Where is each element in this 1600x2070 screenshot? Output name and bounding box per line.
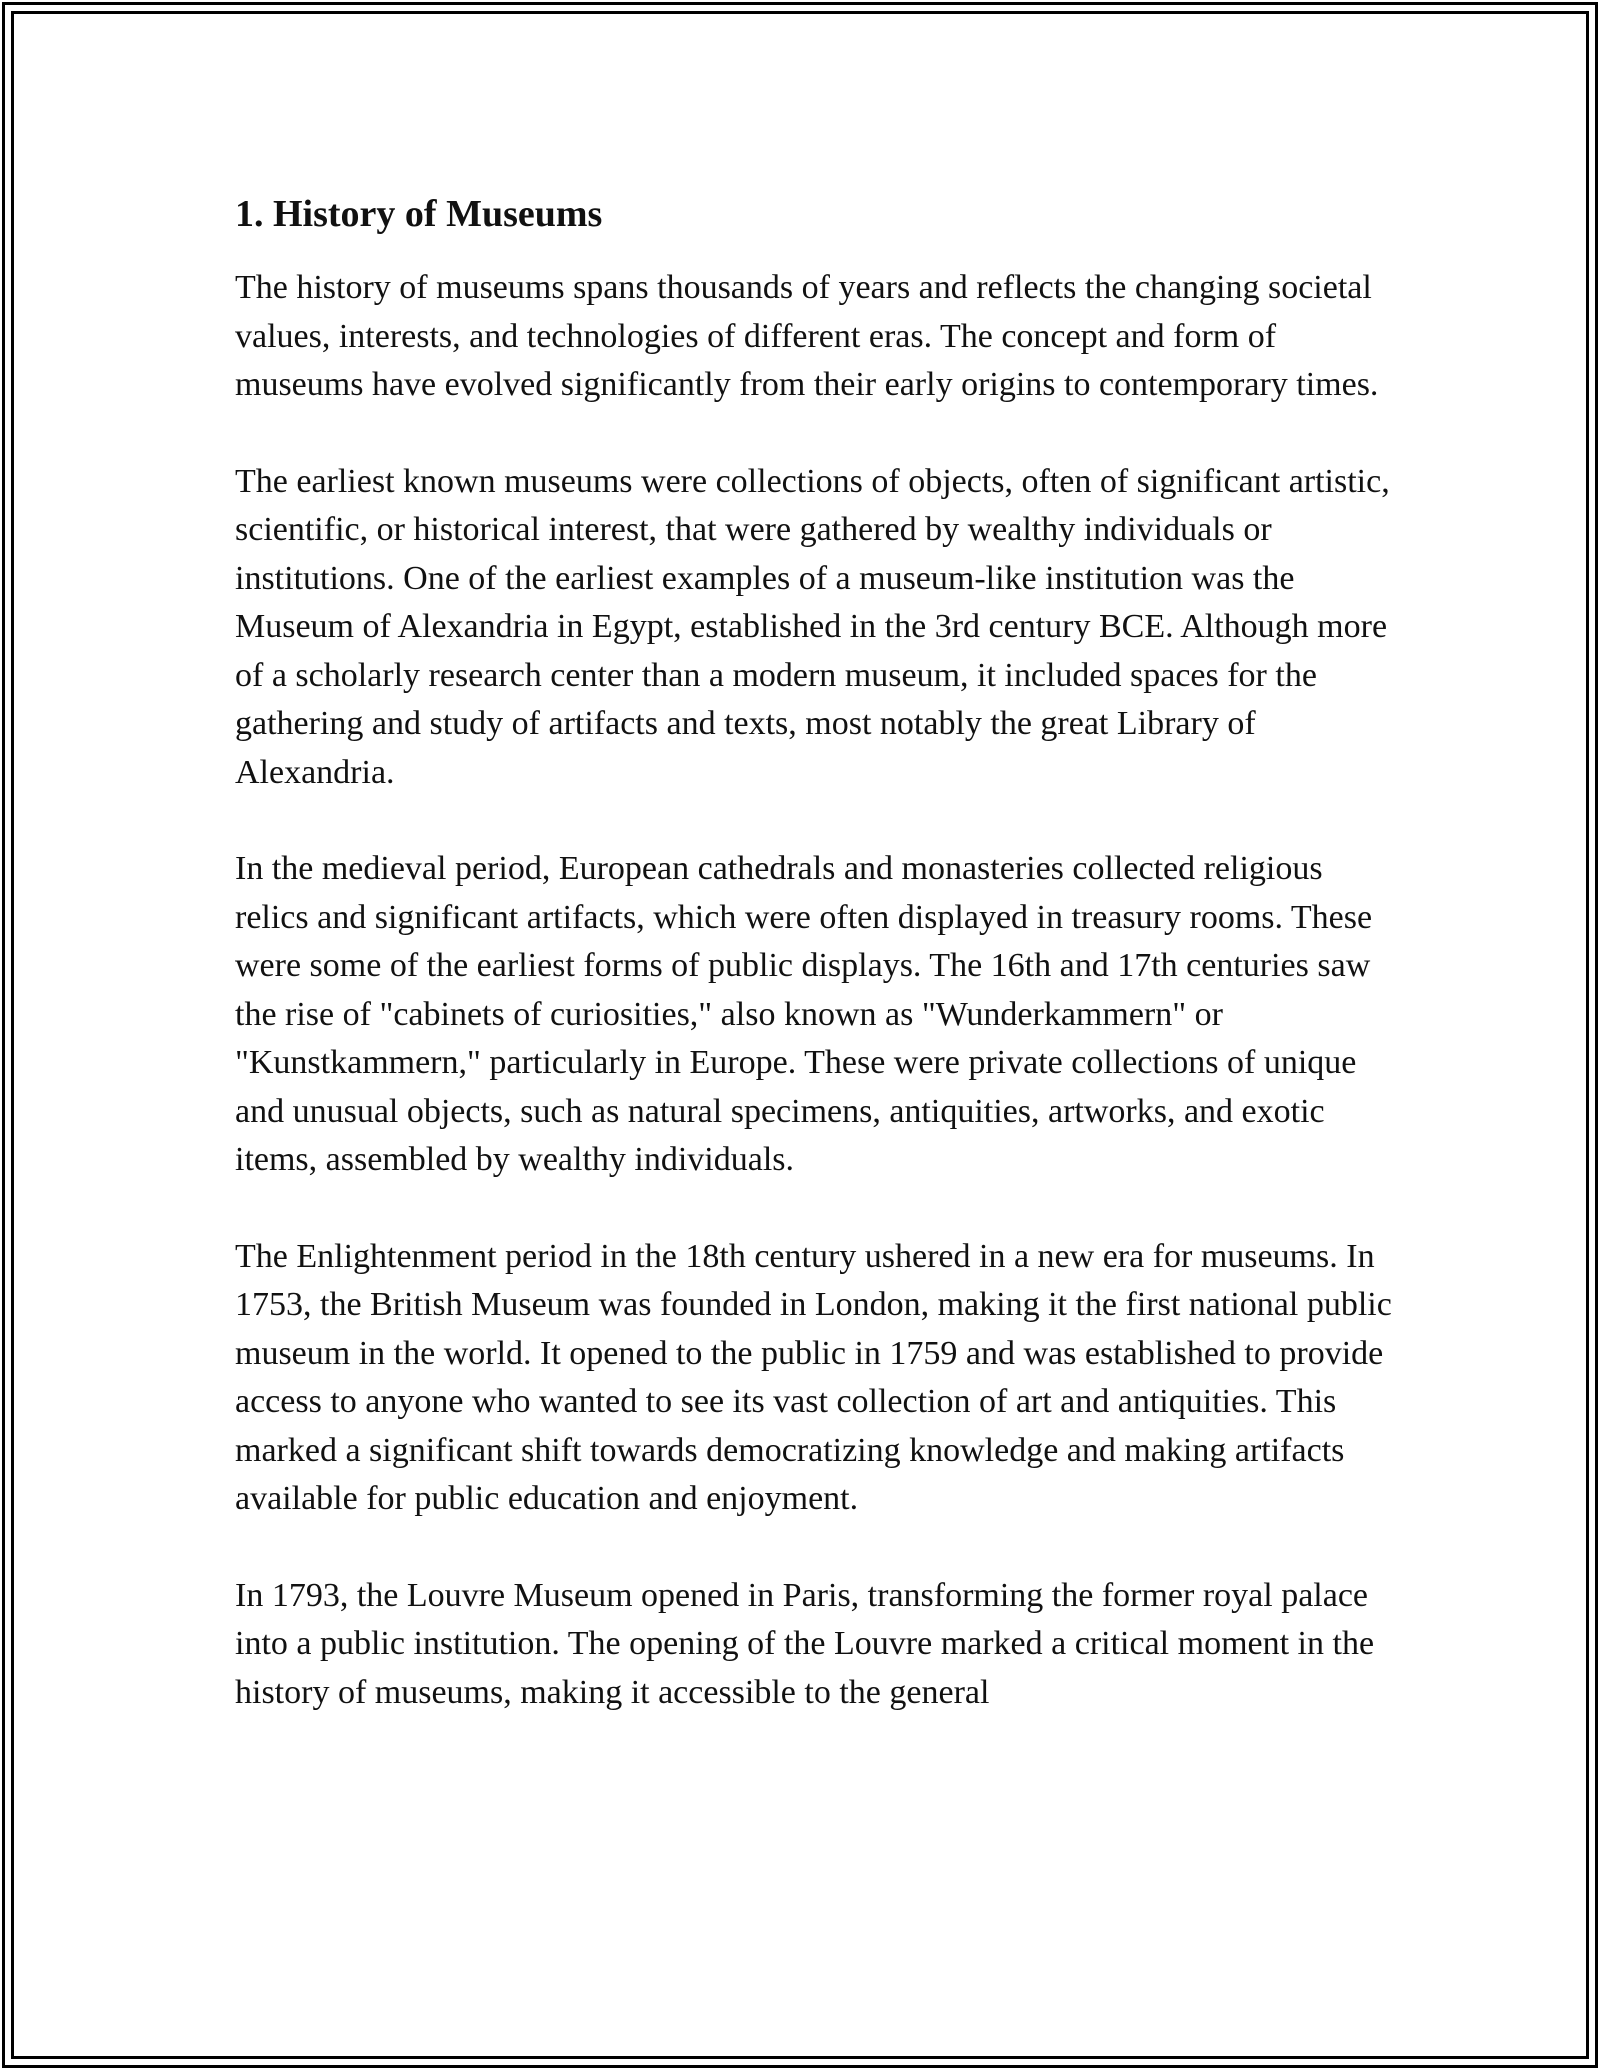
paragraph-medieval-period: In the medieval period, European cathedrals and monasteries collected religious relics and significant artifacts, which were often displayed in treasury rooms. These were some of the earliest forms of public displays. The 16th and 17th centuries saw the rise of "cabinets of curiosities," also known as "Wunderkammern" or "Kunstkammern," particularly in Europe. These were private collections of unique and unusual objects, such as natural specimens, antiquities, artworks, and exotic items, assembled by wealthy individuals. — [235, 850, 1373, 1178]
paragraph-intro: The history of museums spans thousands of years and reflects the changing societal values, interests, and technologies of different eras. The concept and form of museums have evolved significantly from their early origins to contemporary times. — [235, 269, 1379, 403]
document-content — [235, 184, 1395, 1717]
paragraph-louvre: In 1793, the Louvre Museum opened in Paris, transforming the former royal palace into a public institution. The opening of the Louvre marked a critical moment in the history of museums, making it accessible to the general — [235, 1576, 1375, 1711]
paragraph-earliest-museums: The earliest known museums were collections of objects, often of significant artistic, scientific, or historical interest, that were gathered by wealthy individuals or institutions. One of the earliest examples of a museum-like institution was the Museum of Alexandria in Egypt, established in the 3rd century BCE. Although more of a scholarly research center than a modern museum, it included spaces for the gathering and study of artifacts and texts, most notably the great Library of Alexandria. — [235, 462, 1390, 791]
section-heading: 1. History of Museums — [235, 193, 603, 235]
paragraph-enlightenment: The Enlightenment period in the 18th century ushered in a new era for museums. In 1753, the British Museum was founded in London, making it the first national public museum in the world. It opened to the public in 1759 and was established to provide access to anyone who wanted to see its vast collection of art and antiquities. This marked a significant shift towards democratizing knowledge and making artifacts available for public education and enjoyment. — [235, 1237, 1392, 1517]
